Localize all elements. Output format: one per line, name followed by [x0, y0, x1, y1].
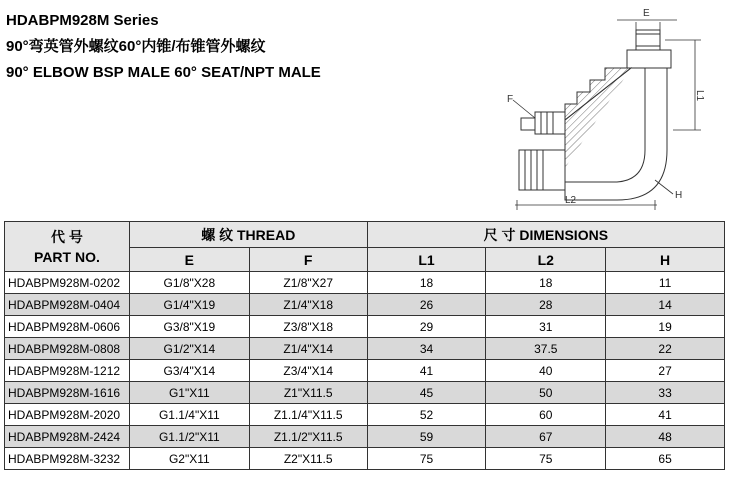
column-header-f: F [249, 248, 367, 272]
table-row [5, 272, 725, 294]
part-number-cell: HDABPM928M-2020 [5, 404, 130, 426]
part-number-cell: HDABPM928M-0404 [5, 294, 130, 316]
part-no-header-en: PART NO. [34, 248, 100, 265]
table-row [5, 404, 725, 426]
thread-f-cell: Z3/8"X18 [249, 316, 367, 338]
dimension-l2-cell: 67 [486, 426, 606, 448]
dimension-l2-cell: 37.5 [486, 338, 606, 360]
thread-e-cell: G1"X11 [129, 382, 249, 404]
thread-e-cell: G3/8"X19 [129, 316, 249, 338]
dimension-l1-cell: 41 [367, 360, 486, 382]
thread-f-cell: Z3/4"X14 [249, 360, 367, 382]
thread-f-cell: Z1"X11.5 [249, 382, 367, 404]
thread-e-cell: G1/2"X14 [129, 338, 249, 360]
dimension-h-cell: 14 [606, 294, 725, 316]
thread-e-cell: G1/8"X28 [129, 272, 249, 294]
dimension-l1-cell: 34 [367, 338, 486, 360]
table-row [5, 382, 725, 404]
part-number-cell: HDABPM928M-2424 [5, 426, 130, 448]
thread-e-cell: G1/4"X19 [129, 294, 249, 316]
dimension-l2-cell: 18 [486, 272, 606, 294]
label-h: H [675, 190, 683, 201]
dimension-l2-cell: 60 [486, 404, 606, 426]
dimension-l2-cell: 50 [486, 382, 606, 404]
thread-f-cell: Z1/4"X18 [249, 294, 367, 316]
part-number-cell: HDABPM928M-0808 [5, 338, 130, 360]
thread-header: 螺 纹 THREAD [129, 222, 367, 248]
thread-f-cell: Z1.1/4"X11.5 [249, 404, 367, 426]
dimension-l2-cell: 75 [486, 448, 606, 470]
thread-f-cell: Z1.1/2"X11.5 [249, 426, 367, 448]
thread-f-cell: Z2"X11.5 [249, 448, 367, 470]
thread-f-cell: Z1/8"X27 [249, 272, 367, 294]
chinese-title: 90°弯英管外螺纹60°内锥/布锥管外螺纹 [6, 38, 266, 55]
table-row [5, 338, 725, 360]
dimension-l1-cell: 59 [367, 426, 486, 448]
label-f: F [507, 94, 514, 105]
dimension-l1-cell: 18 [367, 272, 486, 294]
thread-e-cell: G1.1/4"X11 [129, 404, 249, 426]
part-number-cell: HDABPM928M-0202 [5, 272, 130, 294]
dimension-h-cell: 48 [606, 426, 725, 448]
column-header-h: H [606, 248, 725, 272]
dimension-h-cell: 33 [606, 382, 725, 404]
thread-e-cell: G1.1/2"X11 [129, 426, 249, 448]
english-title: 90° ELBOW BSP MALE 60° SEAT/NPT MALE [6, 64, 321, 81]
table-header-row [5, 222, 725, 248]
dimension-l2-cell: 31 [486, 316, 606, 338]
table-row [5, 360, 725, 382]
part-number-cell: HDABPM928M-0606 [5, 316, 130, 338]
dimension-l1-cell: 52 [367, 404, 486, 426]
dimension-h-cell: 41 [606, 404, 725, 426]
column-header-l2: L2 [486, 248, 606, 272]
part-no-header-cn: 代 号 [51, 228, 83, 245]
dimension-h-cell: 65 [606, 448, 725, 470]
thread-e-cell: G2"X11 [129, 448, 249, 470]
dimension-h-cell: 19 [606, 316, 725, 338]
label-l2: L2 [565, 195, 577, 206]
column-header-e: E [129, 248, 249, 272]
table-row [5, 294, 725, 316]
dimension-l1-cell: 45 [367, 382, 486, 404]
part-no-header [5, 222, 130, 272]
label-e: E [643, 8, 650, 19]
thread-f-cell: Z1/4"X14 [249, 338, 367, 360]
dimension-h-cell: 27 [606, 360, 725, 382]
dimension-l2-cell: 28 [486, 294, 606, 316]
elbow-fitting-drawing [505, 0, 730, 215]
dimension-h-cell: 22 [606, 338, 725, 360]
label-l1: L1 [694, 90, 705, 102]
part-number-cell: HDABPM928M-1616 [5, 382, 130, 404]
dimension-l2-cell: 40 [486, 360, 606, 382]
dimension-l1-cell: 26 [367, 294, 486, 316]
dimension-h-cell: 11 [606, 272, 725, 294]
fitting-body [519, 30, 671, 200]
part-number-cell: HDABPM928M-3232 [5, 448, 130, 470]
thread-e-cell: G3/4"X14 [129, 360, 249, 382]
table-row [5, 448, 725, 470]
part-number-cell: HDABPM928M-1212 [5, 360, 130, 382]
title-block [6, 8, 321, 86]
column-header-l1: L1 [367, 248, 486, 272]
table-row [5, 426, 725, 448]
spec-table [4, 221, 725, 470]
dimension-l1-cell: 75 [367, 448, 486, 470]
dimensions-header: 尺 寸 DIMENSIONS [367, 222, 724, 248]
series-title: HDABPM928M Series [6, 12, 159, 29]
table-row [5, 316, 725, 338]
dimension-l1-cell: 29 [367, 316, 486, 338]
